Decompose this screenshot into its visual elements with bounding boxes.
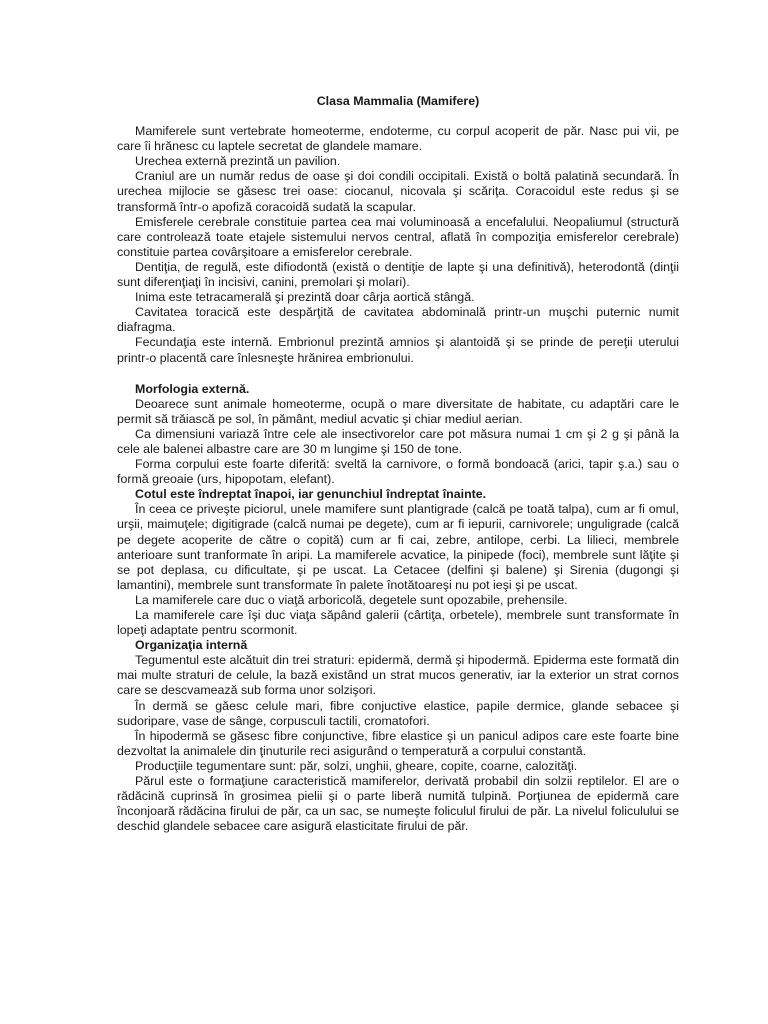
paragraph-fertilization: Fecundaţia este internă. Embrionul prezintă amnios şi alantoidă şi se prinde de pereţii uterului printr-o placentă care înlesneşte hrănirea embrionului.: [117, 335, 679, 365]
paragraph-dermis: În dermă se găesc celule mari, fibre conjuctive elastice, papile dermice, glande sebacee şi sudoripare, vase de sânge, corpusculi tactili, cromatofori.: [117, 698, 679, 728]
paragraph-ear: Urechea externă prezintă un pavilion.: [135, 154, 341, 169]
paragraph-teeth: Dentiţia, de regulă, este difiodontă (există o dentiţie de lapte şi una definitivă), heterodontă (dinţii sunt diferenţiaţi în incisivi, canini, premolari şi molari).: [117, 259, 679, 290]
section-heading-internal-organization: Organizaţia internă: [135, 638, 248, 653]
paragraph-brain: Emisferele cerebrale constituie partea cea mai voluminoasă a encefalului. Neopaliumul (structură care controlează toate etajele sistemului nervos central, aflată în compoziţia emisferelor cerebrale) constituie partea covârşitoare a emisferelor cerebrale.: [117, 214, 679, 259]
paragraph-definition: Mamiferele sunt vertebrate homeoterme, endoterme, cu corpul acoperit de păr. Nasc pui vii, pe care îi hrănesc cu laptele secretat de glandele mamare.: [117, 124, 679, 154]
paragraph-limbs: În ceea ce priveşte piciorul, unele mamifere sunt plantigrade (calcă pe toată talpa), cum ar fi omul, urşii, maimuţele; digitigrade (calcă numai pe degete), cum ar fi iepurii, carnivorele; unguligrade (calcă pe degete acoperite de către o copită) cum ar fi cai, zebre, antilope, cerbi. La lilieci, membrele anterioare sunt tranformate în aripi. La mamiferele acvatice, la pinipede (foci), membrele sunt lăţite şi se pot deplasa, cu dificultate, şi pe uscat. La Cetacee (delfini şi balene) şi Sirenia (dugongi şi lamantini), membrele sunt transformate în palete înotătoareşi nu pot ieşi şi pe uscat.: [117, 502, 679, 592]
paragraph-hair: Părul este o formaţiune caracteristică mamiferelor, derivată probabil din solzii reptilelor. El are o rădăcină cuprinsă în grosimea pielii şi o parte liberă numită tulpină. Porţiunea de epidermă care înconjoară rădăcina firului de păr, ca un sac, se numeşte foliculul firului de păr. La nivelul foliculului se deschid glandele sebacee care asigură elasticitate firului de păr.: [117, 774, 679, 834]
paragraph-skull: Craniul are un număr redus de oase şi doi condili occipitali. Există o boltă palatină secundară. În urechea mijlocie se găsesc trei oase: ciocanul, nicovala şi scăriţa. Coracoidul este redus şi se transformă într-o apofiză coracoidă sudată la scapular.: [117, 169, 679, 214]
paragraph-hypodermis: În hipodermă se găsesc fibre conjunctive, fibre elastice şi un panicul adipos care este foarte bine dezvoltat la animalele din ţinuturile reci asigurând o temperatură a corpului constantă.: [117, 728, 679, 758]
paragraph-elbow-knee: Cotul este îndreptat înapoi, iar genunchiul îndreptat înainte.: [135, 487, 487, 502]
paragraph-skin-productions: Producţiile tegumentare sunt: păr, solzi, unghii, gheare, copite, coarne, calozităţi.: [135, 758, 578, 773]
paragraph-diaphragm: Cavitatea toracică este despărţită de cavitatea abdominală printr-un muşchi puternic numit diafragma.: [117, 305, 679, 335]
paragraph-body-shape: Forma corpului este foarte diferită: sveltă la carnivore, o formă bondoacă (arici, tapir ş.a.) sau o formă greoaie (urs, hipopotam, elefant).: [117, 457, 679, 487]
paragraph-heart: Inima este tetracamerală şi prezintă doar cârja aortică stângă.: [135, 290, 475, 305]
paragraph-integument: Tegumentul este alcătuit din trei straturi: epidermă, dermă şi hipodermă. Epiderma este formată din mai multe straturi de celule, la bază existând un strat mucos generativ, iar la exterior un strat cornos care se descvamează sub forma unor solzişori.: [117, 653, 679, 698]
paragraph-dimensions: Ca dimensiuni variază între cele ale insectivorelor care pot măsura numai 1 cm şi 2 g şi până la cele ale balenei albastre care are 30 m lungime şi 150 de tone.: [117, 426, 679, 456]
document-title: Clasa Mammalia (Mamifere): [316, 94, 480, 108]
section-heading-external-morphology: Morfologia externă.: [135, 381, 250, 396]
paragraph-burrowing: La mamiferele care îşi duc viaţa săpând galerii (cârtiţa, orbetele), membrele sunt transformate în lopeţi adaptate pentru scormonit.: [117, 608, 679, 638]
section-spacer: [117, 366, 679, 382]
paragraph-habitats: Deoarece sunt animale homeoterme, ocupă o mare diversitate de habitate, cu adaptări care le permit să trăiască pe sol, în pământ, mediul acvatic şi chiar mediul aerian.: [117, 396, 679, 426]
paragraph-arboreal: La mamiferele care duc o viaţă arboricolă, degetele sunt opozabile, prehensile.: [135, 592, 568, 607]
document-page: [117, 94, 679, 834]
